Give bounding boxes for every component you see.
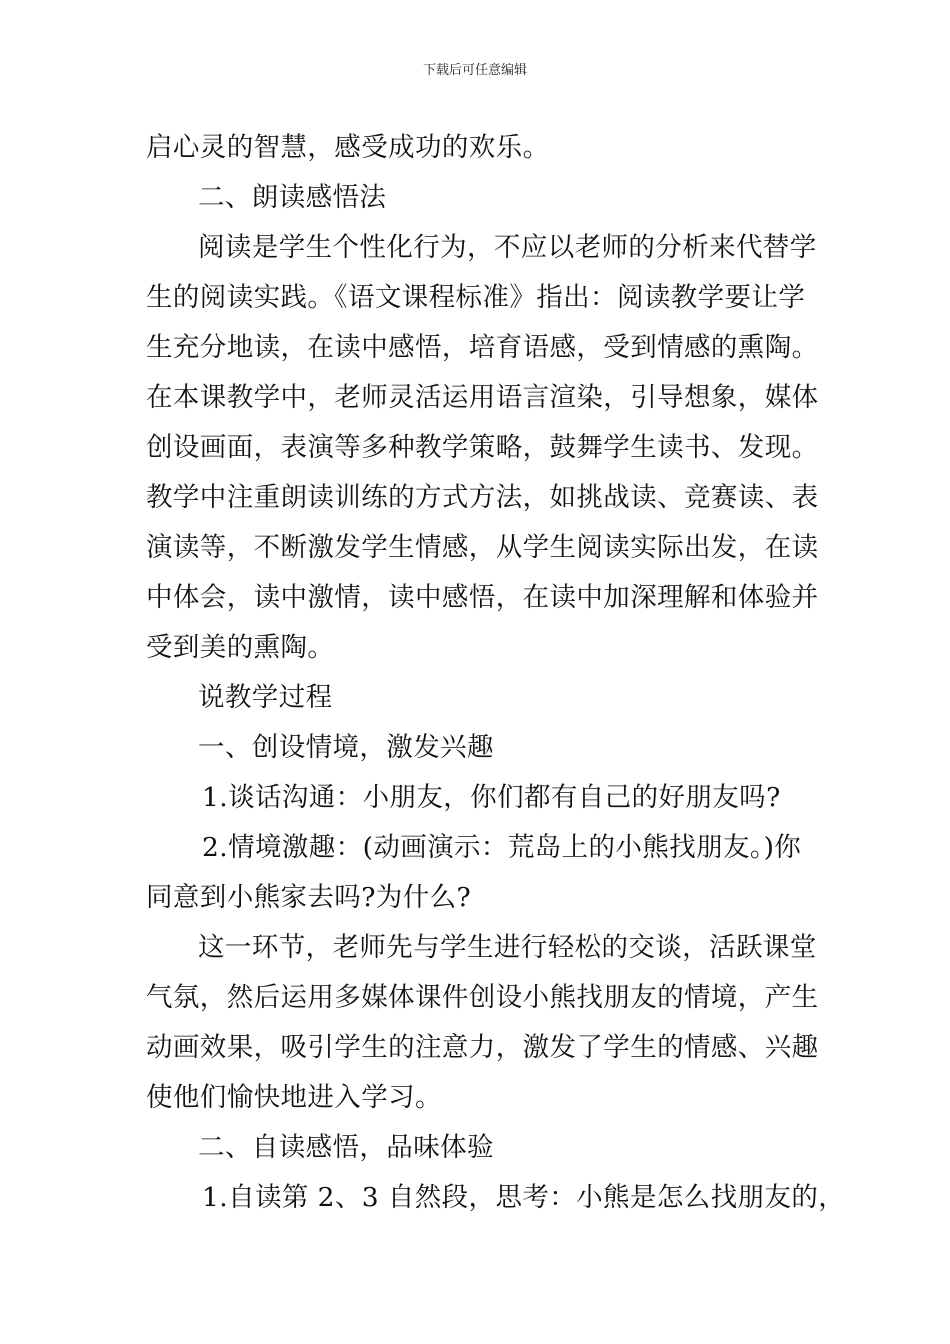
- text-line: 这一环节，老师先与学生进行轻松的交谈，活跃课堂: [198, 932, 817, 963]
- text-line: 使他们愉快地进入学习。: [146, 1082, 442, 1113]
- section-heading: 二、朗读感悟法: [198, 182, 387, 213]
- text-line: 同意到小熊家去吗?为什么?: [146, 882, 472, 913]
- text-line: 1.自读第 2、3 自然段，思考：小熊是怎么找朋友的，: [202, 1182, 846, 1213]
- text-line: 演读等，不断激发学生情感，从学生阅读实际出发，在读: [146, 532, 819, 563]
- text-line: 生充分地读，在读中感悟，培育语感，受到情感的熏陶。: [146, 332, 819, 363]
- text-line: 生的阅读实践。《语文课程标准》指出：阅读教学要让学: [146, 282, 806, 313]
- text-line: 气氛，然后运用多媒体课件创设小熊找朋友的情境，产生: [146, 982, 819, 1013]
- text-line: 阅读是学生个性化行为，不应以老师的分析来代替学: [198, 232, 817, 263]
- text-line: 启心灵的智慧，感受成功的欢乐。: [146, 132, 550, 163]
- page-header: 下载后可任意编辑: [422, 63, 527, 78]
- text-line: 中体会，读中激情，读中感悟，在读中加深理解和体验并: [146, 582, 819, 613]
- text-line: 1.谈话沟通：小朋友，你们都有自己的好朋友吗?: [202, 782, 781, 813]
- text-line: 创设画面，表演等多种教学策略，鼓舞学生读书、发现。: [146, 432, 819, 463]
- text-line: 2.情境激趣：(动画演示：荒岛上的小熊找朋友。)你: [202, 832, 802, 863]
- section-heading: 一、创设情境，激发兴趣: [198, 732, 494, 763]
- text-line: 受到美的熏陶。: [146, 632, 335, 663]
- section-heading: 说教学过程: [198, 682, 333, 713]
- section-heading: 二、自读感悟，品味体验: [198, 1132, 494, 1163]
- text-line: 在本课教学中，老师灵活运用语言渲染，引导想象，媒体: [146, 382, 819, 413]
- text-line: 动画效果，吸引学生的注意力，激发了学生的情感、兴趣: [146, 1032, 819, 1063]
- text-line: 教学中注重朗读训练的方式方法，如挑战读、竞赛读、表: [146, 482, 819, 513]
